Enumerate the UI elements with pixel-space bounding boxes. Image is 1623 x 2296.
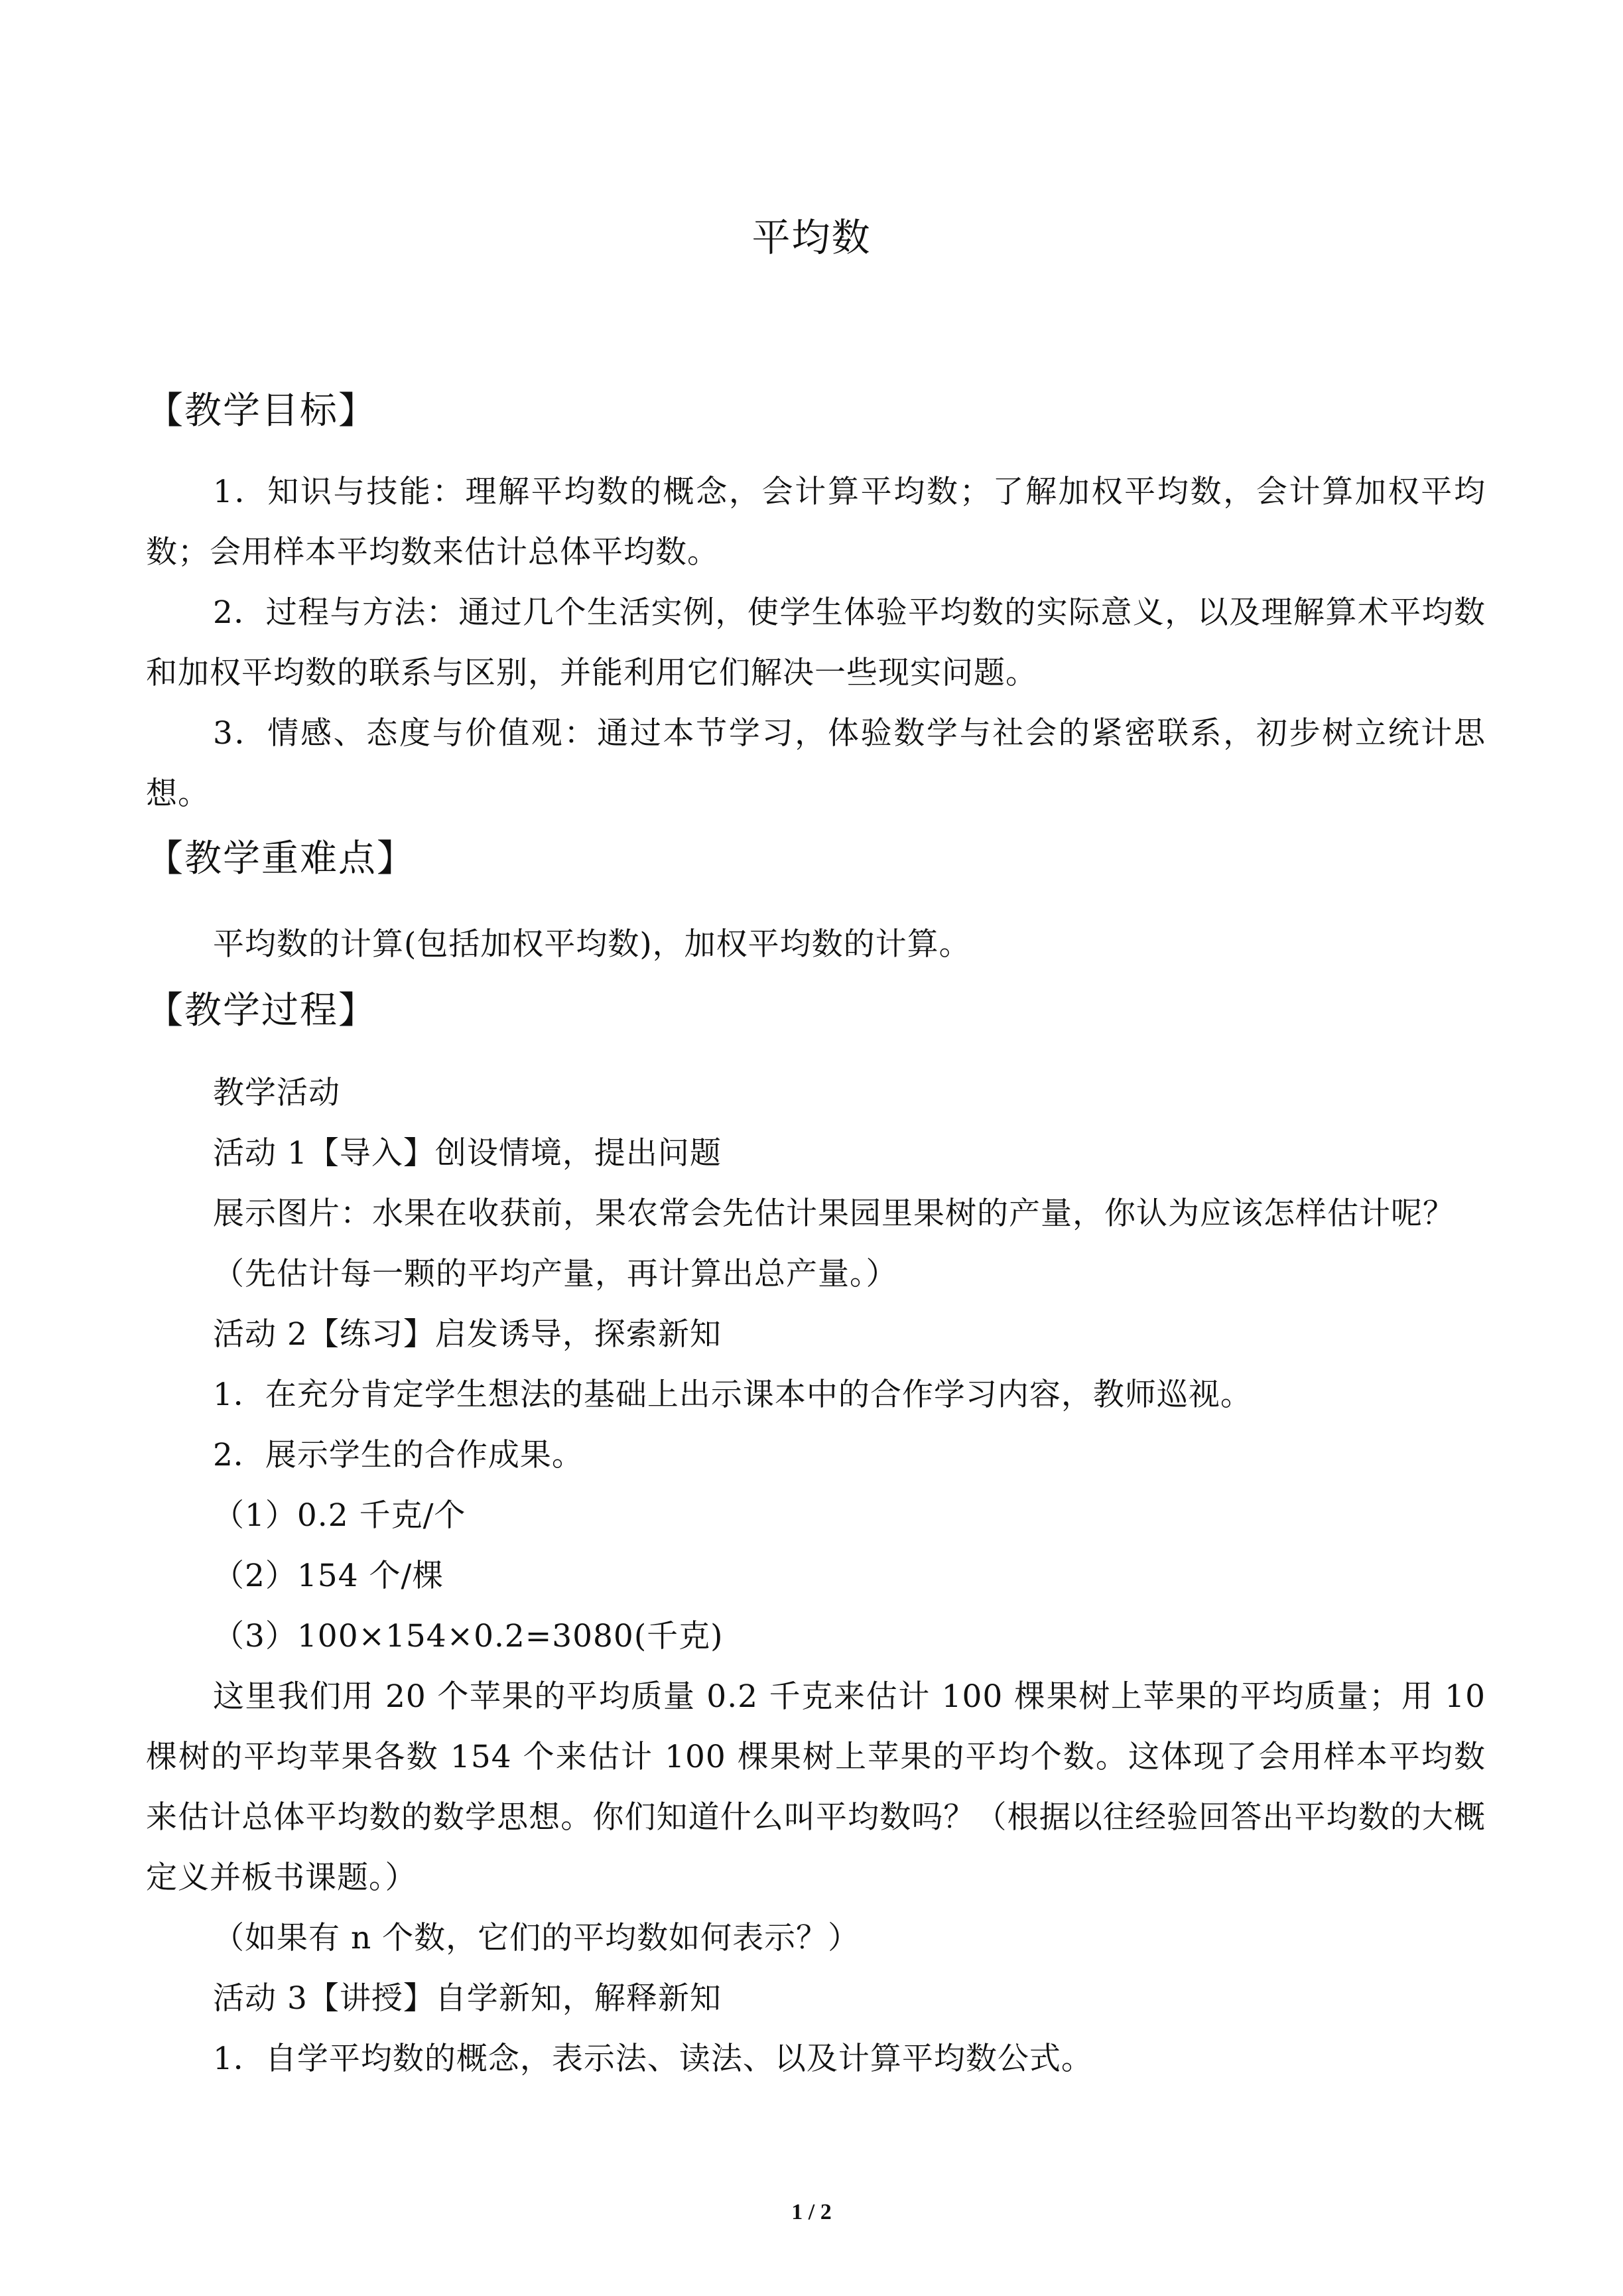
- activity-3-step-1: 1．自学平均数的概念，表示法、读法、以及计算平均数公式。: [213, 2041, 1093, 2077]
- activity-2-step-2: 2．展示学生的合作成果。: [213, 1437, 584, 1473]
- key-points-heading: 【教学重难点】: [146, 837, 415, 880]
- activity-1-answer: （先估计每一颗的平均产量，再计算出总产量。）: [213, 1256, 898, 1292]
- activity-3-title: 活动 3【讲授】自学新知，解释新知: [213, 1980, 722, 2017]
- objective-item-1: 1．知识与技能：理解平均数的概念，会计算平均数；了解加权平均数，会计算加权平均数；会用样本平均数来估计总体平均数。: [146, 474, 1486, 571]
- objectives-heading: 【教学目标】: [146, 389, 377, 433]
- activity-2-title: 活动 2【练习】启发诱导，探索新知: [213, 1316, 722, 1353]
- process-heading: 【教学过程】: [146, 989, 377, 1032]
- result-1: （1）0.2 千克/个: [213, 1497, 466, 1534]
- explanation-paragraph: 这里我们用 20 个苹果的平均质量 0.2 千克来估计 100 棵果树上苹果的平均质量；用 10 棵树的平均苹果各数 154 个来估计 100 棵果树上苹果的平均个数。这体现了会用样本平均数来估计总体平均数的数学思想。你们知道什么叫平均数吗？（根据以往经验回答出平均数的大概定义并板书课题。）: [146, 1678, 1486, 1896]
- objective-item-3: 3．情感、态度与价值观：通过本节学习，体验数学与社会的紧密联系，初步树立统计思想。: [146, 715, 1486, 812]
- document-title: 平均数: [751, 215, 872, 260]
- result-3: （3）100×154×0.2=3080(千克): [213, 1618, 724, 1654]
- activity-2-step-1: 1．在充分肯定学生想法的基础上出示课本中的合作学习内容，教师巡视。: [213, 1377, 1252, 1413]
- page-number: 1 / 2: [791, 2200, 832, 2224]
- key-points-text: 平均数的计算(包括加权平均数)，加权平均数的计算。: [213, 926, 971, 963]
- objective-item-2: 2．过程与方法：通过几个生活实例，使学生体验平均数的实际意义，以及理解算术平均数和加权平均数的联系与区别，并能利用它们解决一些现实问题。: [146, 594, 1486, 691]
- teaching-activity-label: 教学活动: [213, 1075, 340, 1111]
- question-n: （如果有 n 个数，它们的平均数如何表示？）: [213, 1920, 860, 1956]
- activity-1-text: 展示图片：水果在收获前，果农常会先估计果园里果树的产量，你认为应该怎样估计呢？: [213, 1195, 1455, 1232]
- result-2: （2）154 个/棵: [213, 1558, 444, 1594]
- activity-1-title: 活动 1【导入】创设情境，提出问题: [213, 1135, 722, 1172]
